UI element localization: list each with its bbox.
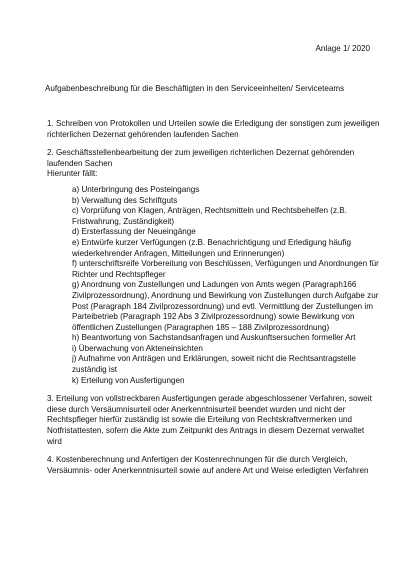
annex-label: Anlage 1/ 2020: [315, 44, 370, 53]
task-item-b: b) Verwaltung des Schriftguts: [72, 195, 178, 205]
task-list: [72, 185, 380, 386]
document-title: Aufgabenbeschreibung für die Beschäftigten in den Serviceeinheiten/ Serviceteams: [45, 84, 345, 93]
section-1-text: 1. Schreiben von Protokollen und Urteilen sowie die Erledigung der sonstigen zum jeweiligen richterlichen Dezernat gehörenden laufenden Sachen: [47, 119, 380, 139]
task-item-f: f) unterschriftsreife Vorbereitung von Beschlüssen, Verfügungen und Anordnungen für Richter und Rechtspfleger: [72, 259, 379, 279]
task-item-a: a) Unterbringung des Posteingangs: [72, 184, 200, 194]
task-item-j: j) Aufnahme von Anträgen und Erklärungen, soweit nicht die Rechtsantragstelle zuständig ist: [72, 354, 356, 375]
section-4-text: 4. Kostenberechnung und Anfertigen der Kostenrechnungen für die durch Vergleich, Versäumnis- oder Anerkenntnisurteil sowie auf andere Art und Weise erledigten Verfahren: [47, 455, 369, 475]
section-2-intro: Hierunter fällt:: [47, 169, 98, 179]
task-item-d: d) Ersterfassung der Neueingänge: [72, 227, 196, 237]
section-3-text: 3. Erteilung von vollstreckbaren Ausfertigungen gerade abgeschlossener Verfahren, soweit diese durch Versäumnisurteil oder Anerkenntnisurteil beendet wurden und nicht der Rechtspfleger hierfür zuständig ist sowie die Erteilung von Rechtskraftvermerken und Notfristattesten, sofern die Akte zum Zeitpunkt des Antrags in diesem Dezernat verwaltet wird: [47, 394, 372, 446]
section-2-text: 2. Geschäftsstellenbearbeitung der zum jeweiligen richterlichen Dezernat gehörenden laufenden Sachen: [47, 148, 355, 168]
task-item-h: h) Beantwortung von Sachstandsanfragen und Auskunftsersuchen formeller Art: [72, 333, 356, 343]
task-item-k: k) Erteilung von Ausfertigungen: [72, 375, 185, 385]
task-item-c: c) Vorprüfung von Klagen, Anträgen, Rechtsmitteln und Rechtsbehelfen (z.B. Fristwahrung, Zuständigkeit): [72, 206, 347, 226]
section-3: [47, 394, 380, 447]
task-item-e: e) Entwürfe kurzer Verfügungen (z.B. Benachrichtigung und Erledigung häufig wiederkehrender Anfragen, Mitteilungen und Erinnerungen): [72, 237, 351, 258]
section-4: [47, 455, 380, 476]
task-item-g: g) Anordnung von Zustellungen und Ladungen von Amts wegen (Paragraph166 Zivilprozessordnung), Anordnung und Bewirkung von Zustellungen durch Aufgabe zur Post (Paragraph 184 Zivilprozessordnung) und evtl. Vermittlung der Zustellungen im Parteibetrieb (Paragraph 192 Abs 3 Zivilprozessordnung) sowie Bewirkung von öffentlichen Zustellungen (Paragraphen 185 – 188 Zivilprozessordnung): [72, 280, 379, 332]
document-body: [47, 119, 380, 484]
section-1: [47, 119, 380, 140]
section-2: [47, 148, 380, 386]
task-item-i: i) Überwachung von Akteneinsichten: [72, 343, 203, 353]
